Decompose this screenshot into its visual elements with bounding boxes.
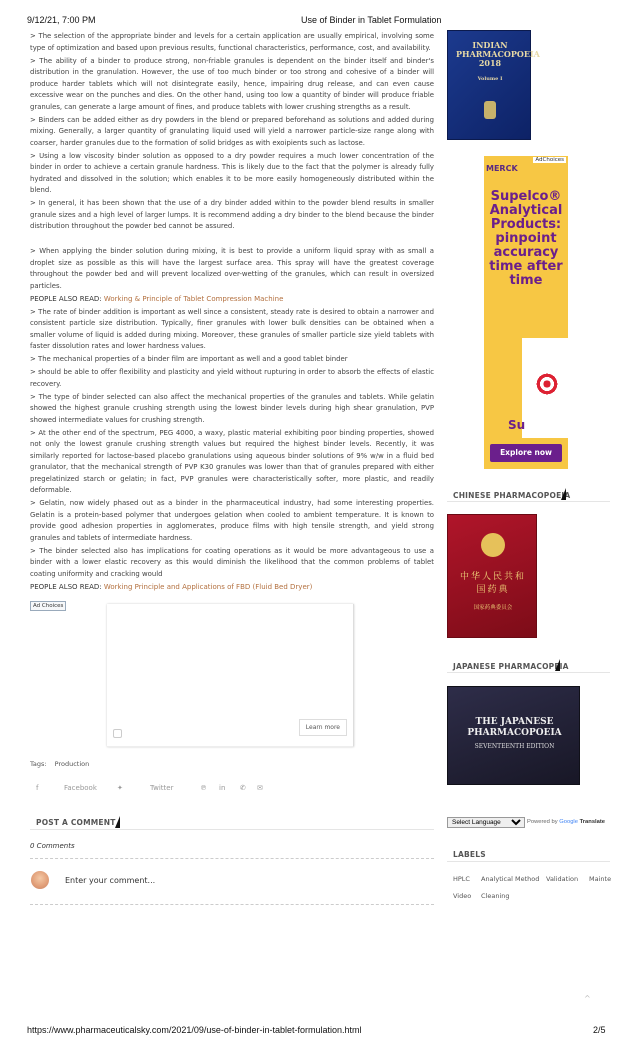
people-also-read-link[interactable]: Working & Principle of Tablet Compression Machine [103,294,284,303]
facebook-icon[interactable]: f [36,784,39,792]
paragraph-text: Using a low viscosity binder solution as opposed to a dry powder requires a much lower concentration of the binder in order to achieve a certain granule hardness. This is likely due to the fact that the polymer is already fully hydrated and dissolved in the solution; which enables it to be more easily homogeneously distributed within the blend. [30,151,434,194]
people-also-read-label: PEOPLE ALSO READ: [30,294,102,303]
avatar [31,871,49,889]
bullet-marker: > [30,151,36,160]
label-hplc[interactable]: HPLC [453,875,470,883]
paragraph-text: The binder selected also has implications for coating operations as it would be more advantageous to use a binder with a lower elastic recovery as this would diminish the likelihood that the common problems of tablet coating uniformity and cracking would [30,546,434,578]
bullet-marker: > [30,115,36,124]
chinese-book-sub: 国家药典委员会 [473,605,513,611]
bullet-marker: > [30,368,36,376]
paragraph-text: The ability of a binder to produce strong, non-friable granules is dependent on the binder itself and binder's distribution in the granulation. However, the use of too much binder or too strong and cohesive of a binder will produce harder tablets which will not disintegrate easily, hence, impairing drug release, and can even cause excessive wear on the punches and dies. On the other hand, using too low a quantity of binder will produce friable granules, can generate a large amount of fines, and produce tablets with lower crushing strengths as a result. [30,56,434,111]
paragraph-text: At the other end of the spectrum, PEG 4000, a waxy, plastic material exhibiting poor binding properties, showed not only the lowest granule crushing strength values but required the highest binder levels. Recently, it was similarly reported for lactose-based placebo granulations using aqueous binder solutions of 9% w/w in a fluid bed granulator, that the mechanical strength of PVP K30 granules was lower than that of granules prepared with either pregelatinized starch or gelatin; in fact, PVP granules were characteristically softer, more plastic, and readily deformable. [30,428,434,494]
bullet-marker: > [30,247,36,255]
bullet-marker: > [30,56,36,65]
ad-explore-button[interactable]: Explore now [490,444,562,462]
language-select[interactable] [447,817,525,828]
linkedin-icon[interactable]: in [219,784,226,792]
ad-headline: Supelco® Analytical Products: pinpoint accuracy time after time [489,189,563,288]
article-paragraph [30,31,434,54]
article-paragraph [30,354,434,366]
article-paragraph [30,198,434,233]
heading-accent [115,816,120,828]
bullet-marker: > [30,32,36,40]
target-icon [534,371,560,397]
labels-heading: LABELS [453,850,486,859]
pinterest-icon[interactable]: ℗ [200,784,207,792]
article-paragraph [30,307,434,353]
tags [30,760,95,768]
heading-accent [555,659,560,671]
paragraph-text: Gelatin, now widely phased out as a binder in the pharmaceutical industry, had some interesting properties. Gelatin is a protein-based polymer that undergoes gelation when cooled to ambient temperature. It is known to provide good adhesion properties in agglomerates, produce films with high tensile strength, and yield strong granules and tablets of intermediate hardness. [30,499,434,542]
print-title: Use of Binder in Tablet Formulation [301,15,442,25]
ad-logo-icon [113,729,122,738]
ad-brand: MERCK [486,164,518,173]
paragraph-text: The rate of binder addition is important as well since a consistent, steady rate is desired to obtain a narrower and consistent particle size distribution. Typically, finer granules with lower bulk densities can be obtained when a smaller volume of liquid is added during mixing. Moreover, these granules of smaller particle size yield tablets with faster dissolution rates and lower hardness values. [30,307,434,350]
book1-title: INDIAN PHARMACOPOEIA 2018 [456,40,540,68]
book1-volume: Volume I [477,76,503,82]
people-also-read-label: PEOPLE ALSO READ: [30,582,102,591]
article-paragraph [30,115,434,150]
article-paragraph [30,151,434,197]
paragraph-text: should be able to offer flexibility and plasticity and yield without rupturing in order to absorb the effects of elastic recovery. [30,368,434,388]
print-page-number: 2/5 [593,1025,606,1035]
bullet-marker: > [30,499,36,507]
label-maintenance[interactable]: Mainte [589,875,612,883]
emblem-icon [484,101,496,119]
article-paragraph [30,367,434,390]
paragraph-text: Binders can be added either as dry powders in the blend or prepared beforehand as solutions and added during mixing. Generally, a larger quantity of granulating liquid used will yield a narrower particle-size range along with coarser, harder granules due to the formation of solid bridges as with exoipients such as lactose. [30,115,434,147]
people-also-read [30,294,434,306]
ad-learn-more-button[interactable]: Learn more [299,719,347,736]
divider [30,858,434,859]
bullet-marker: > [30,307,36,316]
comment-count: 0 Comments [30,842,75,850]
divider [30,829,434,830]
label-analytical-method[interactable]: Analytical Method [481,875,540,883]
divider [30,904,434,905]
inline-ad[interactable] [107,604,354,747]
comment-input[interactable]: Enter your comment... [65,876,156,885]
japanese-pharmacopoeia-image[interactable] [447,686,580,785]
merck-ad-banner[interactable] [484,156,568,469]
ad-choices-badge[interactable]: Ad Choices [30,601,66,611]
chinese-pharmacopoeia-heading: CHINESE PHARMACOPOEIA [453,491,571,500]
print-url: https://www.pharmaceuticalsky.com/2021/09/use-of-binder-in-tablet-formulation.html [27,1025,362,1035]
article-paragraph [30,428,434,497]
labels-list [453,875,613,905]
paragraph-text: In general, it has been shown that the use of a dry binder added within to the powder blend results in smaller granule sizes and a high level of larger lumps. It is recommend adding a dry binder to the blend because the binder distribution throughout the powder bed cannot be assured. [30,199,434,230]
article-paragraph [30,56,434,114]
google-logo: Google [559,819,578,825]
bullet-marker: > [30,199,36,207]
heading-accent [561,488,566,500]
article-paragraph [30,546,434,581]
ad-choices-badge[interactable]: AdChoices [535,157,564,163]
bullet-marker: > [30,428,36,437]
translate-link[interactable]: Translate [579,819,606,825]
twitter-share-link[interactable]: Twitter [150,784,174,792]
people-also-read [30,582,434,594]
divider [447,861,610,862]
whatsapp-icon[interactable]: ✆ [240,784,246,792]
label-cleaning[interactable]: Cleaning [481,892,510,900]
scroll-top-icon[interactable]: ^ [584,994,591,1003]
emblem-icon [481,533,505,557]
tag-production[interactable]: Production [54,760,90,768]
paragraph-text: The type of binder selected can also affect the mechanical properties of the granules and tablets. While gelatin showed the highest granule crushing strength using the lowest binder levels during high shear granulation, PVP showed intermediate values for crushing strength. [30,392,434,424]
article-body [30,31,434,595]
chinese-pharmacopoeia-image[interactable] [447,514,537,638]
print-date: 9/12/21, 7:00 PM [27,15,96,25]
indian-pharmacopoeia-image[interactable] [447,30,540,140]
spacer [30,234,434,246]
divider [447,501,610,502]
japanese-book-edition: SEVENTEENTH EDITION [474,743,555,750]
post-comment-heading: POST A COMMENT [36,818,116,827]
powered-by [527,819,605,825]
email-icon[interactable]: ✉ [257,784,263,792]
bullet-marker: > [30,355,36,363]
japanese-book-title: THE JAPANESE PHARMACOPOEIA [467,717,562,738]
paragraph-text: When applying the binder solution during mixing, it is best to provide a uniform liquid spray with as small a droplet size as possible as this will have the largest surface area. This spray will have the greatest coverage throughout the powder bed and will prevent localized over-wetting of the granules, which can result in oversized particles. [30,247,434,290]
bullet-marker: > [30,392,36,401]
bullet-marker: > [30,546,36,555]
paragraph-text: The selection of the appropriate binder and levels for a certain application are usually empirical, involving some type of optimization and based upon previous results, functional characteristics, performance, cost, and availability. [30,32,434,52]
facebook-share-link[interactable]: Facebook [64,784,97,792]
article-paragraph [30,392,434,427]
divider [447,672,610,673]
powered-by-text: Powered by [527,819,558,825]
label-validation[interactable]: Validation [546,875,579,883]
people-also-read-link[interactable]: Working Principle and Applications of FBD (Fluid Bed Dryer) [103,582,313,591]
chinese-book-title: 中华人民共和国药典 [459,572,526,595]
article-paragraph [30,498,434,544]
article-paragraph [30,246,434,292]
label-video[interactable]: Video [453,892,472,900]
tags-label: Tags: [30,760,47,768]
paragraph-text: The mechanical properties of a binder film are important as well and a good tablet binder [37,355,348,363]
twitter-icon[interactable]: ✦ [117,784,123,792]
ad-partial-text: Su [508,418,526,432]
japanese-pharmacopeia-heading: JAPANESE PHARMACOPEIA [453,662,569,671]
